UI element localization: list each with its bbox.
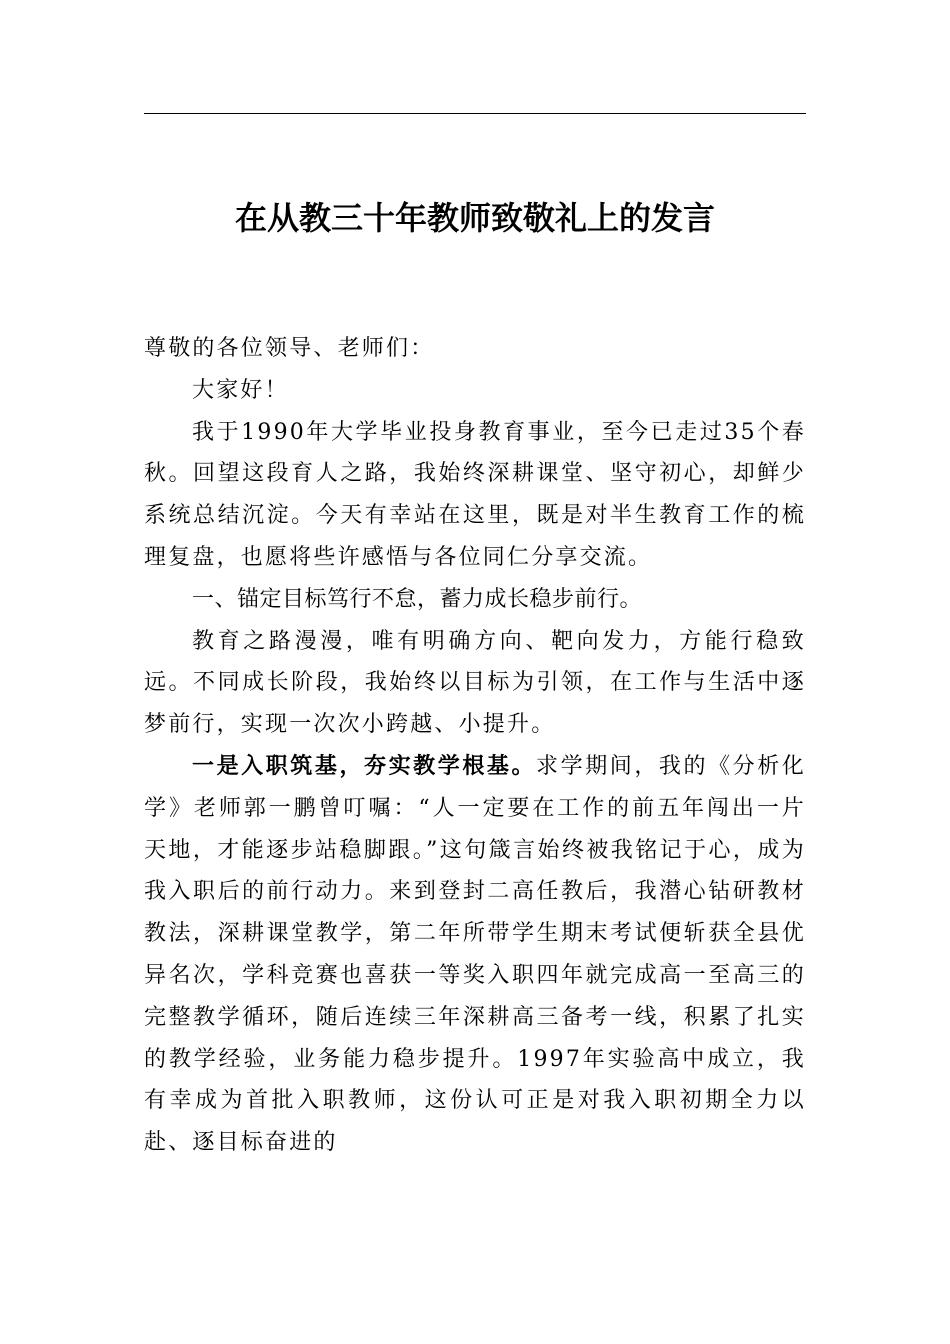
point-1-paragraph — [144, 746, 806, 1164]
document-title: 在从教三十年教师致敬礼上的发言 — [234, 199, 715, 237]
header-rule — [144, 113, 806, 114]
section-1-paragraph: 教育之路漫漫，唯有明确方向、靶向发力，方能行稳致远。不同成长阶段，我始终以目标为引领，在工作与生活中逐梦前行，实现一次次小跨越、小提升。 — [144, 628, 806, 738]
point-1-lead: 一是入职筑基，夯实教学根基。 — [192, 752, 537, 779]
greeting: 大家好！ — [192, 377, 289, 403]
point-1-body: 求学期间，我的《分析化学》老师郭一鹏曾叮嘱：“人一定要在工作的前五年闯出一片天地，才能逐步站稳脚跟。”这句箴言始终被我铭记于心，成为我入职后的前行动力。来到登封二高任教后，我潜心钻研教材教法，深耕课堂教学，第二年所带学生期末考试便斩获全县优异名次，学科竞赛也喜获一等奖入职四年就完成高一至高三的完整教学循环，随后连续三年深耕高三备考一线，积累了扎实的教学经验，业务能力稳步提升。1997年实验高中成立，我有幸成为首批入职教师，这份认可正是对我入职初期全力以赴、逐目标奋进的 — [144, 753, 806, 1156]
intro-paragraph: 我于1990年大学毕业投身教育事业，至今已走过35个春秋。回望这段育人之路，我始终深耕课堂、坚守初心，却鲜少系统总结沉淀。今天有幸站在这里，既是对半生教育工作的梳理复盘，也愿将些许感悟与各位同仁分享交流。 — [144, 419, 806, 570]
section-heading-1: 一、锚定目标笃行不怠，蓄力成长稳步前行。 — [192, 586, 643, 612]
document-body — [144, 328, 806, 1164]
salutation: 尊敬的各位领导、老师们： — [144, 336, 435, 361]
